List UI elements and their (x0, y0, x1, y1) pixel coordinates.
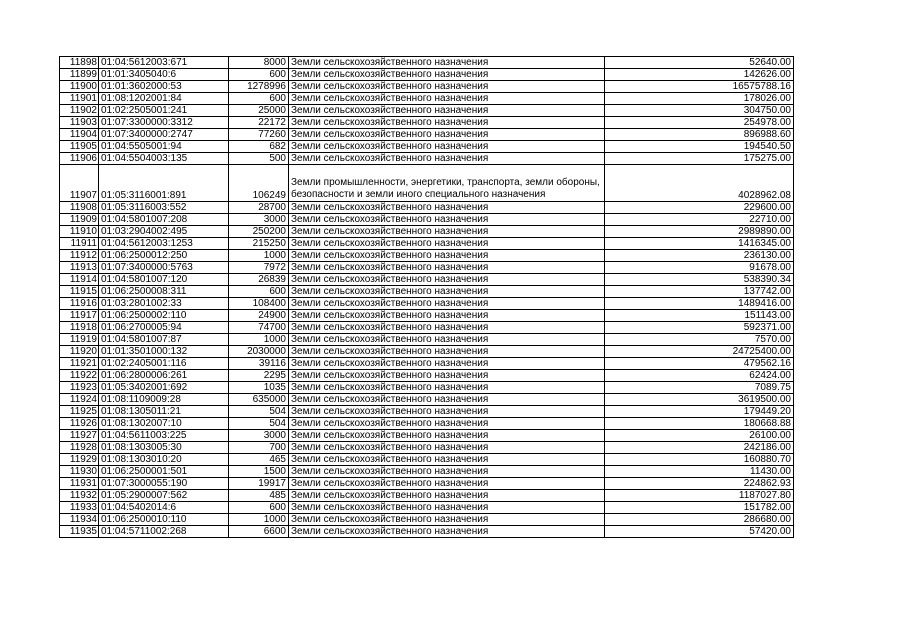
cadastral-value-cell: 479562.16 (605, 358, 794, 370)
table-row (60, 202, 794, 214)
table-row (60, 334, 794, 346)
table-row (60, 274, 794, 286)
table-row (60, 214, 794, 226)
land-category-cell: Земли сельскохозяйственного назначения (289, 238, 605, 250)
area-cell: 24900 (229, 310, 289, 322)
row-number-cell: 11905 (60, 141, 99, 153)
row-number-cell: 11900 (60, 81, 99, 93)
land-category-cell: Земли сельскохозяйственного назначения (289, 57, 605, 69)
row-number-cell: 11912 (60, 250, 99, 262)
row-number-cell: 11910 (60, 226, 99, 238)
table-row (60, 466, 794, 478)
land-category-cell: Земли сельскохозяйственного назначения (289, 430, 605, 442)
table-row (60, 298, 794, 310)
row-number-cell: 11926 (60, 418, 99, 430)
table-row (60, 129, 794, 141)
area-cell: 504 (229, 406, 289, 418)
table-row (60, 226, 794, 238)
land-category-cell: Земли сельскохозяйственного назначения (289, 226, 605, 238)
land-category-cell: Земли сельскохозяйственного назначения (289, 274, 605, 286)
cadastral-number-cell: 01:06:2800006:261 (99, 370, 229, 382)
cadastral-value-cell: 538390.34 (605, 274, 794, 286)
row-number-cell: 11935 (60, 526, 99, 538)
cadastral-number-cell: 01:04:5801007:120 (99, 274, 229, 286)
area-cell: 504 (229, 418, 289, 430)
land-category-cell: Земли сельскохозяйственного назначения (289, 382, 605, 394)
area-cell: 2030000 (229, 346, 289, 358)
cadastral-number-cell: 01:05:3116003:552 (99, 202, 229, 214)
area-cell: 700 (229, 442, 289, 454)
cadastral-number-cell: 01:03:2801002:33 (99, 298, 229, 310)
cadastral-value-cell: 7570.00 (605, 334, 794, 346)
cadastral-number-cell: 01:08:1303005:30 (99, 442, 229, 454)
area-cell: 25000 (229, 105, 289, 117)
table-row (60, 382, 794, 394)
cadastral-value-cell: 16575788.16 (605, 81, 794, 93)
row-number-cell: 11902 (60, 105, 99, 117)
cadastral-value-cell: 26100.00 (605, 430, 794, 442)
land-category-cell: Земли сельскохозяйственного назначения (289, 153, 605, 165)
row-number-cell: 11898 (60, 57, 99, 69)
area-cell: 106249 (229, 165, 289, 202)
land-category-cell: Земли сельскохозяйственного назначения (289, 418, 605, 430)
cadastral-value-cell: 286680.00 (605, 514, 794, 526)
row-number-cell: 11933 (60, 502, 99, 514)
land-category-cell: Земли сельскохозяйственного назначения (289, 310, 605, 322)
area-cell: 19917 (229, 478, 289, 490)
land-category-cell: Земли сельскохозяйственного назначения (289, 298, 605, 310)
cadastral-value-cell: 180668.88 (605, 418, 794, 430)
cadastral-value-cell: 1187027.80 (605, 490, 794, 502)
area-cell: 500 (229, 153, 289, 165)
land-category-cell: Земли сельскохозяйственного назначения (289, 129, 605, 141)
cadastral-value-cell: 178026.00 (605, 93, 794, 105)
cadastral-value-cell: 224862.93 (605, 478, 794, 490)
cadastral-number-cell: 01:04:5612003:671 (99, 57, 229, 69)
land-category-cell: Земли сельскохозяйственного назначения (289, 514, 605, 526)
cadastral-value-cell: 229600.00 (605, 202, 794, 214)
land-category-cell: Земли сельскохозяйственного назначения (289, 69, 605, 81)
cadastral-value-cell: 151143.00 (605, 310, 794, 322)
cadastral-number-cell: 01:05:3116001:891 (99, 165, 229, 202)
cadastral-number-cell: 01:08:1305011:21 (99, 406, 229, 418)
area-cell: 600 (229, 69, 289, 81)
table-row (60, 358, 794, 370)
table-row (60, 394, 794, 406)
land-category-cell: Земли сельскохозяйственного назначения (289, 370, 605, 382)
table-row (60, 105, 794, 117)
cadastral-value-cell: 194540.50 (605, 141, 794, 153)
area-cell: 1000 (229, 334, 289, 346)
table-row (60, 93, 794, 105)
cadastral-number-cell: 01:04:5505001:94 (99, 141, 229, 153)
table-body (60, 57, 794, 538)
table-row (60, 250, 794, 262)
row-number-cell: 11911 (60, 238, 99, 250)
cadastral-value-cell: 62424.00 (605, 370, 794, 382)
land-category-cell: Земли сельскохозяйственного назначения (289, 250, 605, 262)
area-cell: 8000 (229, 57, 289, 69)
land-category-cell: Земли сельскохозяйственного назначения (289, 454, 605, 466)
table-row (60, 526, 794, 538)
row-number-cell: 11915 (60, 286, 99, 298)
cadastral-value-cell: 3619500.00 (605, 394, 794, 406)
row-number-cell: 11908 (60, 202, 99, 214)
row-number-cell: 11921 (60, 358, 99, 370)
area-cell: 74700 (229, 322, 289, 334)
cadastral-number-cell: 01:06:2500002:110 (99, 310, 229, 322)
row-number-cell: 11916 (60, 298, 99, 310)
cadastral-number-cell: 01:02:2405001:116 (99, 358, 229, 370)
cadastral-value-cell: 137742.00 (605, 286, 794, 298)
cadastral-number-cell: 01:06:2500001:501 (99, 466, 229, 478)
land-category-cell: Земли сельскохозяйственного назначения (289, 442, 605, 454)
row-number-cell: 11909 (60, 214, 99, 226)
land-category-cell: Земли сельскохозяйственного назначения (289, 202, 605, 214)
table-row (60, 262, 794, 274)
land-parcel-table (59, 56, 794, 538)
cadastral-value-cell: 254978.00 (605, 117, 794, 129)
cadastral-number-cell: 01:07:3400000:5763 (99, 262, 229, 274)
table-row (60, 141, 794, 153)
cadastral-value-cell: 7089.75 (605, 382, 794, 394)
table-row (60, 165, 794, 202)
cadastral-number-cell: 01:06:2500008:311 (99, 286, 229, 298)
cadastral-value-cell: 52640.00 (605, 57, 794, 69)
cadastral-number-cell: 01:04:5801007:87 (99, 334, 229, 346)
cadastral-number-cell: 01:06:2700005:94 (99, 322, 229, 334)
cadastral-value-cell: 160880.70 (605, 454, 794, 466)
row-number-cell: 11903 (60, 117, 99, 129)
table-row (60, 57, 794, 69)
area-cell: 1500 (229, 466, 289, 478)
land-category-cell: Земли сельскохозяйственного назначения (289, 394, 605, 406)
area-cell: 77260 (229, 129, 289, 141)
land-category-cell: Земли промышленности, энергетики, транспорта, земли обороны, безопасности и земли иного специального назначения (289, 165, 605, 202)
area-cell: 465 (229, 454, 289, 466)
area-cell: 1000 (229, 514, 289, 526)
table-row (60, 346, 794, 358)
row-number-cell: 11929 (60, 454, 99, 466)
row-number-cell: 11914 (60, 274, 99, 286)
area-cell: 26839 (229, 274, 289, 286)
cadastral-number-cell: 01:08:1202001:84 (99, 93, 229, 105)
table-row (60, 310, 794, 322)
cadastral-number-cell: 01:06:2500010:110 (99, 514, 229, 526)
land-category-cell: Земли сельскохозяйственного назначения (289, 466, 605, 478)
area-cell: 635000 (229, 394, 289, 406)
row-number-cell: 11920 (60, 346, 99, 358)
cadastral-value-cell: 91678.00 (605, 262, 794, 274)
row-number-cell: 11904 (60, 129, 99, 141)
table-row (60, 69, 794, 81)
cadastral-value-cell: 11430.00 (605, 466, 794, 478)
row-number-cell: 11918 (60, 322, 99, 334)
land-category-cell: Земли сельскохозяйственного назначения (289, 502, 605, 514)
area-cell: 1035 (229, 382, 289, 394)
land-category-cell: Земли сельскохозяйственного назначения (289, 105, 605, 117)
area-cell: 600 (229, 286, 289, 298)
cadastral-number-cell: 01:04:5612003:1253 (99, 238, 229, 250)
row-number-cell: 11907 (60, 165, 99, 202)
cadastral-number-cell: 01:03:2904002:495 (99, 226, 229, 238)
row-number-cell: 11930 (60, 466, 99, 478)
area-cell: 250200 (229, 226, 289, 238)
row-number-cell: 11932 (60, 490, 99, 502)
cadastral-number-cell: 01:04:5711002:268 (99, 526, 229, 538)
cadastral-number-cell: 01:04:5504003:135 (99, 153, 229, 165)
table-row (60, 286, 794, 298)
cadastral-number-cell: 01:07:3300000:3312 (99, 117, 229, 129)
table-row (60, 153, 794, 165)
land-category-cell: Земли сельскохозяйственного назначения (289, 490, 605, 502)
cadastral-number-cell: 01:05:2900007:562 (99, 490, 229, 502)
table-row (60, 370, 794, 382)
area-cell: 3000 (229, 430, 289, 442)
area-cell: 1000 (229, 250, 289, 262)
table-row (60, 454, 794, 466)
cadastral-value-cell: 304750.00 (605, 105, 794, 117)
row-number-cell: 11917 (60, 310, 99, 322)
row-number-cell: 11934 (60, 514, 99, 526)
row-number-cell: 11913 (60, 262, 99, 274)
cadastral-number-cell: 01:01:3501000:132 (99, 346, 229, 358)
cadastral-number-cell: 01:08:1303010:20 (99, 454, 229, 466)
area-cell: 600 (229, 93, 289, 105)
land-category-cell: Земли сельскохозяйственного назначения (289, 262, 605, 274)
cadastral-value-cell: 236130.00 (605, 250, 794, 262)
area-cell: 3000 (229, 214, 289, 226)
table-row (60, 117, 794, 129)
cadastral-value-cell: 1416345.00 (605, 238, 794, 250)
land-category-cell: Земли сельскохозяйственного назначения (289, 141, 605, 153)
land-category-cell: Земли сельскохозяйственного назначения (289, 406, 605, 418)
cadastral-value-cell: 2989890.00 (605, 226, 794, 238)
row-number-cell: 11924 (60, 394, 99, 406)
cadastral-number-cell: 01:04:5801007:208 (99, 214, 229, 226)
table-row (60, 430, 794, 442)
cadastral-number-cell: 01:08:1109009:28 (99, 394, 229, 406)
land-category-cell: Земли сельскохозяйственного назначения (289, 93, 605, 105)
row-number-cell: 11919 (60, 334, 99, 346)
table-row (60, 502, 794, 514)
row-number-cell: 11922 (60, 370, 99, 382)
cadastral-value-cell: 151782.00 (605, 502, 794, 514)
land-category-cell: Земли сельскохозяйственного назначения (289, 81, 605, 93)
area-cell: 1278996 (229, 81, 289, 93)
cadastral-value-cell: 4028962.08 (605, 165, 794, 202)
land-category-cell: Земли сельскохозяйственного назначения (289, 526, 605, 538)
cadastral-number-cell: 01:01:3405040:6 (99, 69, 229, 81)
cadastral-number-cell: 01:04:5611003:225 (99, 430, 229, 442)
cadastral-number-cell: 01:07:3000055:190 (99, 478, 229, 490)
table-row (60, 442, 794, 454)
table-row (60, 81, 794, 93)
cadastral-value-cell: 22710.00 (605, 214, 794, 226)
table-row (60, 322, 794, 334)
area-cell: 22172 (229, 117, 289, 129)
cadastral-number-cell: 01:08:1302007:10 (99, 418, 229, 430)
land-category-cell: Земли сельскохозяйственного назначения (289, 478, 605, 490)
area-cell: 485 (229, 490, 289, 502)
row-number-cell: 11899 (60, 69, 99, 81)
cadastral-number-cell: 01:05:3402001:692 (99, 382, 229, 394)
row-number-cell: 11923 (60, 382, 99, 394)
cadastral-value-cell: 142626.00 (605, 69, 794, 81)
row-number-cell: 11925 (60, 406, 99, 418)
row-number-cell: 11931 (60, 478, 99, 490)
table-row (60, 490, 794, 502)
cadastral-value-cell: 175275.00 (605, 153, 794, 165)
land-category-cell: Земли сельскохозяйственного назначения (289, 322, 605, 334)
row-number-cell: 11901 (60, 93, 99, 105)
area-cell: 108400 (229, 298, 289, 310)
table-row (60, 478, 794, 490)
land-category-cell: Земли сельскохозяйственного назначения (289, 334, 605, 346)
table-row (60, 418, 794, 430)
land-category-cell: Земли сельскохозяйственного назначения (289, 286, 605, 298)
area-cell: 6600 (229, 526, 289, 538)
cadastral-value-cell: 242186.00 (605, 442, 794, 454)
cadastral-value-cell: 896988.60 (605, 129, 794, 141)
cadastral-number-cell: 01:06:2500012:250 (99, 250, 229, 262)
cadastral-value-cell: 592371.00 (605, 322, 794, 334)
cadastral-value-cell: 57420.00 (605, 526, 794, 538)
cadastral-value-cell: 24725400.00 (605, 346, 794, 358)
area-cell: 2295 (229, 370, 289, 382)
row-number-cell: 11927 (60, 430, 99, 442)
land-category-cell: Земли сельскохозяйственного назначения (289, 214, 605, 226)
area-cell: 39116 (229, 358, 289, 370)
table-row (60, 514, 794, 526)
cadastral-value-cell: 1489416.00 (605, 298, 794, 310)
table-row (60, 406, 794, 418)
cadastral-number-cell: 01:02:2505001:241 (99, 105, 229, 117)
area-cell: 600 (229, 502, 289, 514)
land-category-cell: Земли сельскохозяйственного назначения (289, 358, 605, 370)
cadastral-number-cell: 01:01:3602000:53 (99, 81, 229, 93)
row-number-cell: 11906 (60, 153, 99, 165)
cadastral-value-cell: 179449.20 (605, 406, 794, 418)
land-category-cell: Земли сельскохозяйственного назначения (289, 117, 605, 129)
land-category-cell: Земли сельскохозяйственного назначения (289, 346, 605, 358)
area-cell: 682 (229, 141, 289, 153)
table-row (60, 238, 794, 250)
cadastral-number-cell: 01:04:5402014:6 (99, 502, 229, 514)
area-cell: 215250 (229, 238, 289, 250)
row-number-cell: 11928 (60, 442, 99, 454)
area-cell: 7972 (229, 262, 289, 274)
area-cell: 28700 (229, 202, 289, 214)
cadastral-number-cell: 01:07:3400000:2747 (99, 129, 229, 141)
